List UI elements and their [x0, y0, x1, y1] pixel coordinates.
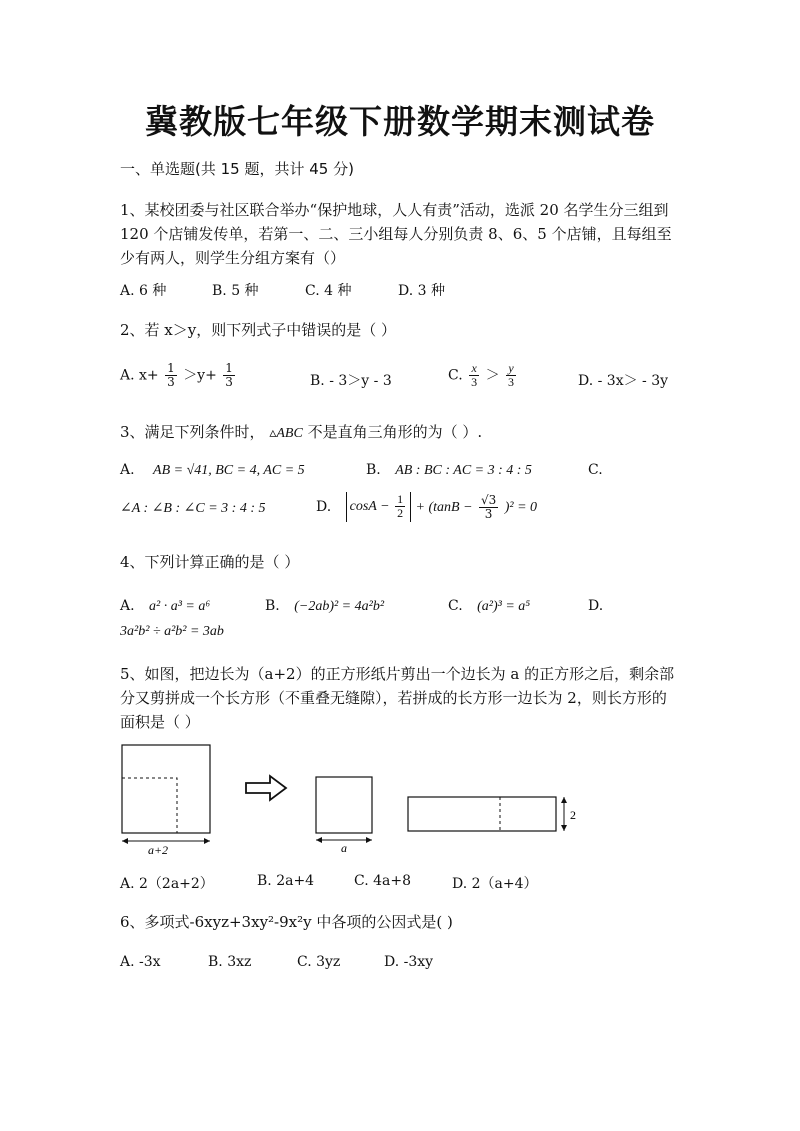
label-a-plus-2: a+2 [147, 843, 169, 855]
result-rectangle [408, 797, 556, 831]
option-b[interactable]: B. 2a+4 [257, 873, 315, 889]
option-a[interactable]: A. 2（2a+2） [120, 876, 214, 892]
option-a-expr: AB = √41, BC = 4, AC = 5 [153, 463, 305, 478]
question-2-text: 2、若 x＞y，则下列式子中错误的是（ ） [120, 321, 397, 339]
label-2: 2 [570, 808, 576, 822]
fraction-one-half [395, 493, 405, 520]
option-d[interactable]: D. -3xy [384, 954, 434, 970]
option-d-label: D. [316, 499, 332, 515]
cut-line [122, 778, 177, 833]
option-a[interactable] [120, 462, 305, 479]
option-d[interactable] [316, 492, 537, 522]
denominator: 3 [471, 375, 478, 389]
page-title: 冀教版七年级下册数学期末测试卷 [145, 102, 655, 141]
option-d[interactable]: D. 2（a+4） [452, 876, 538, 892]
fraction-sqrt3-third [479, 494, 498, 521]
option-c-label: C. [448, 367, 463, 384]
option-b[interactable]: B. 5 种 [212, 283, 259, 299]
denominator: 3 [484, 506, 493, 521]
option-c[interactable] [448, 598, 530, 615]
question-3-tail: 不是直角三角形的为（ ）. [307, 423, 483, 441]
option-a-label: A. [120, 598, 135, 614]
large-square [122, 745, 210, 833]
question-6-text: 6、多项式-6xyz+3xy²-9x²y 中各项的公因式是( ) [120, 913, 453, 931]
dimension-arrow-left [122, 838, 128, 844]
option-c-label: C. [448, 598, 463, 614]
option-b-label: B. [265, 598, 280, 614]
fraction-y-third [506, 362, 516, 389]
option-b-label: B. [366, 462, 381, 478]
numerator: 1 [167, 361, 175, 375]
option-a[interactable] [120, 598, 210, 615]
absolute-value [346, 492, 411, 522]
dimension-arrow-left [316, 837, 322, 843]
numerator: 1 [225, 361, 233, 375]
small-square [316, 777, 372, 833]
question-3-text [120, 420, 680, 446]
dimension-arrow-right [204, 838, 210, 844]
option-c[interactable] [448, 362, 518, 389]
option-d[interactable]: D. - 3x＞ - 3y [578, 373, 669, 389]
fraction-one-third [165, 362, 177, 389]
question-5-text: 5、如图，把边长为（a+2）的正方形纸片剪出一个边长为 a 的正方形之后，剩余部分又剪拼成一个长方形（不重叠无缝隙），若拼成的长方形一边长为 2，则长方形的面积是（ ） [120, 665, 675, 731]
numerator: √3 [480, 492, 497, 507]
option-a[interactable]: A. -3x [120, 954, 161, 970]
option-c[interactable]: C. 4a+8 [354, 873, 412, 889]
equation-end: )² = 0 [504, 500, 538, 515]
fraction-one-third [223, 362, 235, 389]
option-c[interactable]: C. 4 种 [305, 283, 352, 299]
option-a-expr: a² · a³ = a⁶ [149, 599, 211, 614]
option-a-mid: ＞y+ [183, 367, 217, 384]
denominator: 3 [167, 375, 175, 389]
option-a-label: A. [120, 462, 135, 478]
option-a[interactable] [120, 362, 237, 389]
option-c-expr: (a²)³ = a⁵ [477, 599, 531, 614]
option-d-expr: 3a²b² ÷ a²b² = 3ab [120, 624, 224, 639]
option-b-expr: AB : BC : AC = 3 : 4 : 5 [395, 463, 532, 478]
question-3-lead: 3、满足下列条件时， [120, 423, 265, 441]
cos-term: cosA − [349, 499, 390, 514]
option-d[interactable]: D. 3 种 [398, 283, 445, 299]
denominator: 3 [508, 375, 515, 389]
dimension-arrow-down [561, 825, 567, 831]
option-a[interactable]: A. 6 种 [120, 283, 167, 299]
numerator: 1 [397, 492, 404, 507]
numerator: x [469, 362, 479, 376]
question-1-text: 1、某校团委与社区联合举办“保护地球，人人有责”活动，选派 20 名学生分三组到 120 个店铺发传单，若第一、二、三小组每人分别负责 8、6、5 个店铺，且每组至少有两人，则学生分组方案有（） [120, 201, 672, 267]
label-a: a [341, 841, 347, 855]
option-c-label[interactable]: C. [588, 462, 603, 478]
greater-than: ＞ [485, 367, 500, 384]
dimension-arrow-up [561, 797, 567, 803]
option-b[interactable] [366, 462, 532, 479]
option-b[interactable]: B. - 3＞y - 3 [310, 373, 392, 389]
denominator: 2 [397, 506, 404, 521]
question-4-text: 4、下列计算正确的是（ ） [120, 553, 300, 571]
option-b-expr: (−2ab)² = 4a²b² [294, 599, 385, 614]
numerator: y [506, 362, 516, 376]
option-a-label: A. x+ [120, 367, 159, 384]
option-b[interactable] [265, 598, 384, 615]
option-c-expr: ∠A : ∠B : ∠C = 3 : 4 : 5 [120, 501, 266, 516]
question-5-figure [112, 740, 582, 855]
option-d-label[interactable]: D. [588, 598, 604, 614]
section-heading: 一、单选题(共 15 题，共计 45 分) [120, 160, 354, 178]
fraction-x-third [469, 362, 479, 389]
denominator: 3 [225, 375, 233, 389]
option-b[interactable]: B. 3xz [208, 954, 252, 970]
dimension-arrow-right [366, 837, 372, 843]
transform-arrow-icon [246, 776, 286, 800]
option-c[interactable]: C. 3yz [297, 954, 341, 970]
triangle-abc: ▵ABC [269, 426, 303, 441]
tan-term: + (tanB − [415, 500, 473, 515]
